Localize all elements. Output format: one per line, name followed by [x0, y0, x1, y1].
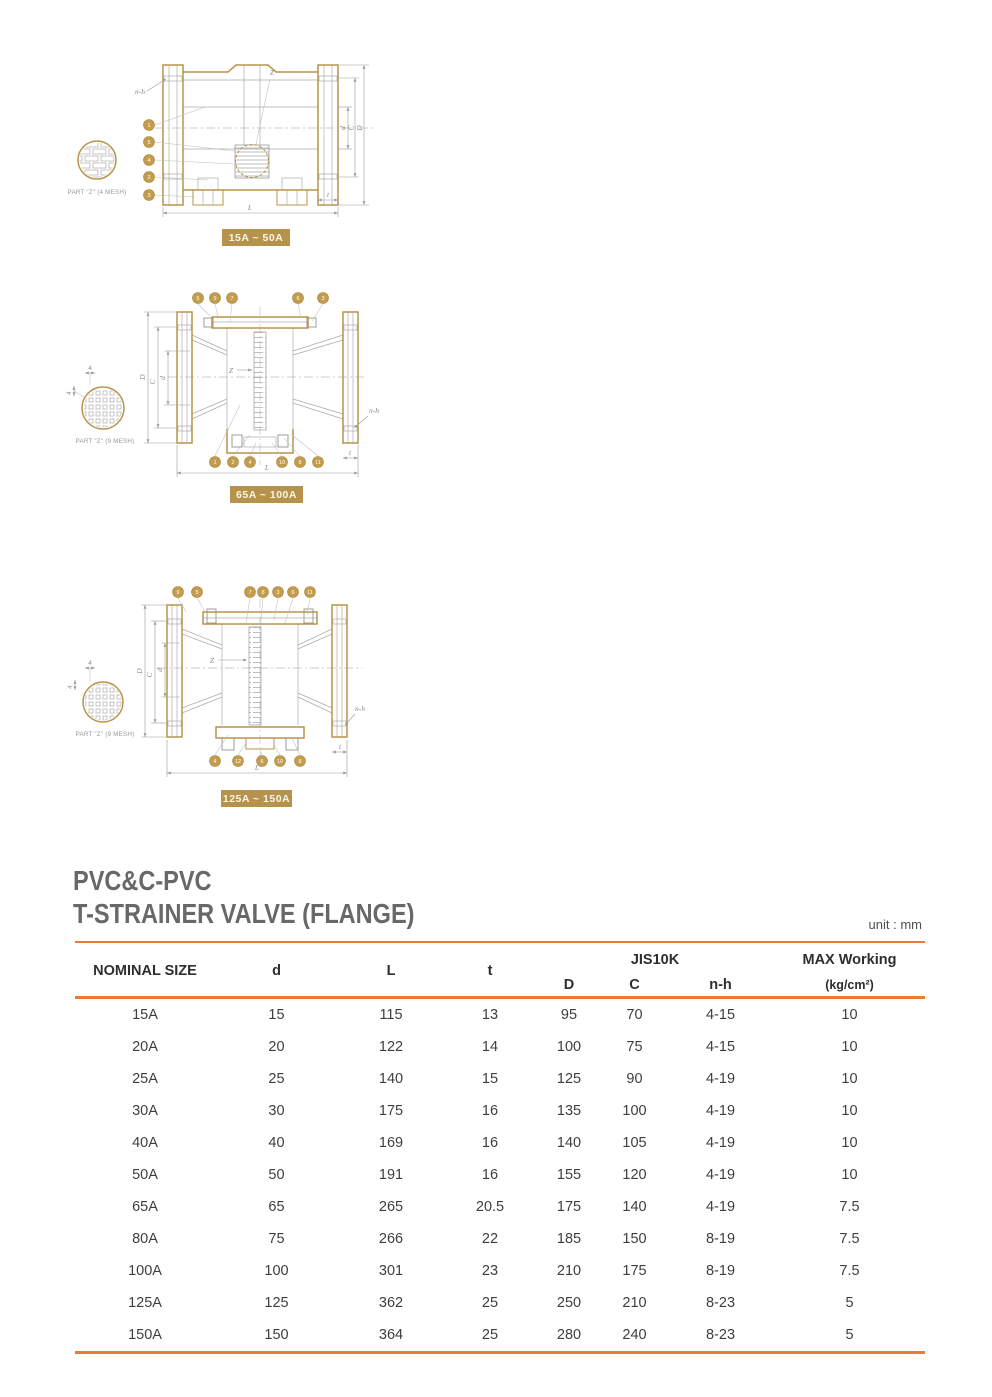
- cell-t: 25: [481, 1295, 499, 1311]
- valve-body: [157, 599, 362, 769]
- cell-C: 105: [622, 1135, 647, 1151]
- cell-nh: 4-19: [705, 1167, 736, 1183]
- part-balloon-number: 1: [213, 459, 217, 466]
- part-balloon-number: 3: [147, 192, 151, 199]
- mesh-dim-top: 4: [88, 365, 92, 372]
- table-row: [75, 1255, 925, 1287]
- part-z-detail-4mesh: [68, 141, 127, 196]
- col-header-D: D: [536, 973, 602, 998]
- cell-t: 20.5: [475, 1199, 505, 1215]
- cell-d: 15: [268, 1007, 285, 1023]
- cell-size: 15A: [132, 1007, 158, 1023]
- dim-label-t: t: [326, 190, 330, 199]
- drain-plug: [277, 190, 307, 205]
- cell-size: 25A: [132, 1071, 158, 1087]
- part-balloon-number: 4: [147, 157, 151, 164]
- part-z-caption: PART "Z" (9 MESH): [75, 731, 135, 738]
- cell-L: 122: [378, 1039, 404, 1055]
- balloon-row-bottom: [210, 735, 306, 767]
- page-title: [73, 864, 414, 930]
- cell-size: 20A: [132, 1039, 158, 1055]
- cell-D: 210: [556, 1263, 582, 1279]
- dim-label-l: L: [264, 463, 270, 472]
- cell-d: 20: [268, 1039, 285, 1055]
- cell-D: 135: [556, 1103, 582, 1119]
- cell-L: 140: [378, 1071, 404, 1087]
- part-balloon-number: 7: [230, 295, 234, 302]
- cell-D: 140: [556, 1135, 582, 1151]
- cell-d: 25: [268, 1071, 285, 1087]
- part-balloon-number: 5: [147, 139, 151, 146]
- table-row: [75, 1287, 925, 1319]
- cell-nh: 4-15: [705, 1039, 736, 1055]
- dim-label-l: L: [254, 763, 260, 772]
- cell-C: 90: [626, 1071, 643, 1087]
- cell-max: 10: [841, 1135, 858, 1151]
- cell-D: 100: [556, 1039, 582, 1055]
- cell-nh: 4-19: [705, 1135, 736, 1151]
- cell-nh: 8-19: [705, 1263, 736, 1279]
- cell-t: 25: [481, 1327, 499, 1343]
- cell-C: 70: [626, 1007, 643, 1023]
- part-balloon-number: 8: [298, 459, 302, 466]
- cell-L: 301: [378, 1263, 404, 1279]
- part-balloon-number: 11: [315, 459, 321, 466]
- cell-nh: 4-15: [705, 1007, 736, 1023]
- part-balloon-number: 4: [213, 758, 217, 765]
- col-header-c: C: [602, 973, 667, 998]
- cell-C: 150: [622, 1231, 647, 1247]
- part-balloon-number: 6: [260, 758, 264, 765]
- part-z-detail-9mesh: [67, 660, 134, 738]
- valve-body: [168, 307, 366, 465]
- cell-max: 10: [841, 1039, 858, 1055]
- cell-max: 5: [845, 1327, 854, 1343]
- size-range-badge-2: 65A ~ 100A: [230, 486, 303, 503]
- dim-label-z: Z: [209, 656, 215, 665]
- dim-label-d: d: [338, 126, 347, 130]
- cell-size: 150A: [128, 1327, 162, 1343]
- cell-t: 14: [481, 1039, 499, 1055]
- cell-L: 191: [378, 1167, 404, 1183]
- part-balloon-number: 4: [248, 459, 252, 466]
- dimension-table: [75, 941, 925, 1354]
- dim-label-D: D: [138, 374, 147, 380]
- cell-d: 40: [268, 1135, 285, 1151]
- cell-t: 16: [481, 1135, 499, 1151]
- part-balloon-number: 7: [248, 589, 252, 596]
- col-group-jis10k: JIS10K: [630, 951, 680, 968]
- cell-t: 13: [481, 1007, 499, 1023]
- part-z-caption: PART "Z" (4 MESH): [67, 189, 127, 196]
- dim-label-c: C: [148, 379, 157, 385]
- cell-t: 16: [481, 1167, 499, 1183]
- cell-size: 50A: [132, 1167, 158, 1183]
- cell-C: 175: [622, 1263, 647, 1279]
- cell-D: 125: [556, 1071, 582, 1087]
- cell-L: 266: [378, 1231, 404, 1247]
- dim-label-d: d: [155, 668, 164, 672]
- cell-size: 65A: [132, 1199, 158, 1215]
- part-balloon-number: 5: [196, 295, 200, 302]
- size-range-badge-1: 15A ~ 50A: [222, 229, 290, 246]
- table-row: [75, 1223, 925, 1255]
- cell-nh: 8-19: [705, 1231, 736, 1247]
- table-row: [75, 1031, 925, 1063]
- cell-size: 80A: [132, 1231, 158, 1247]
- part-balloon-number: 3: [321, 295, 325, 302]
- table-row: [75, 1127, 925, 1159]
- cell-C: 100: [622, 1103, 647, 1119]
- col-header-t: t: [444, 942, 536, 998]
- valve-body: [155, 65, 375, 205]
- mesh-dim-left: 4: [66, 391, 73, 395]
- table-body: [75, 998, 925, 1353]
- cell-d: 50: [268, 1167, 285, 1183]
- cell-d: 125: [264, 1295, 289, 1311]
- table-row: [75, 1095, 925, 1127]
- cell-nh: 4-19: [705, 1071, 736, 1087]
- dim-label-c: C: [145, 672, 154, 678]
- cell-t: 23: [481, 1263, 499, 1279]
- cell-d: 75: [268, 1231, 285, 1247]
- cell-nh: 8-23: [705, 1295, 736, 1311]
- cell-L: 115: [379, 1007, 403, 1023]
- cell-d: 150: [264, 1327, 289, 1343]
- table-row: [75, 1159, 925, 1191]
- dim-label-nh: n-h: [355, 704, 365, 713]
- table-row: [75, 1063, 925, 1095]
- part-balloon-number: 2: [231, 459, 235, 466]
- cell-nh: 4-19: [705, 1199, 736, 1215]
- cell-t: 15: [481, 1071, 499, 1087]
- cell-D: 155: [556, 1167, 582, 1183]
- strainer-screen: [254, 332, 266, 430]
- cell-max: 5: [845, 1295, 854, 1311]
- dim-label-t: t: [338, 742, 342, 751]
- table-row: [75, 998, 925, 1032]
- cell-D: 95: [560, 1007, 578, 1023]
- cell-C: 120: [622, 1167, 647, 1183]
- cell-C: 140: [622, 1199, 647, 1215]
- col-header-max-unit: (kg/cm²): [774, 973, 925, 998]
- drawing-125a-150a: [60, 575, 400, 810]
- cell-nh: 4-19: [705, 1103, 736, 1119]
- page-title-line2: T-STRAINER VALVE (FLANGE): [73, 898, 415, 930]
- cell-L: 364: [378, 1327, 404, 1343]
- part-balloon-number: 8: [298, 758, 302, 765]
- part-balloon-number: 6: [291, 589, 295, 596]
- col-header-nominal-size: NOMINAL SIZE: [75, 942, 215, 998]
- part-balloon-number: 3: [276, 589, 280, 596]
- part-balloon-number: 1: [147, 122, 151, 129]
- dim-label-nh: n-h: [135, 87, 145, 96]
- cell-t: 16: [481, 1103, 499, 1119]
- part-balloon-number: 8: [261, 589, 265, 596]
- cell-max: 10: [841, 1071, 858, 1087]
- cell-L: 169: [378, 1135, 404, 1151]
- cell-nh: 8-23: [705, 1327, 736, 1343]
- cell-max: 10: [841, 1103, 858, 1119]
- cell-size: 125A: [128, 1295, 162, 1311]
- cell-d: 65: [268, 1199, 285, 1215]
- col-header-d: d: [215, 942, 338, 998]
- table-row: [75, 1191, 925, 1223]
- dim-label-l: L: [247, 203, 253, 212]
- col-header-nh: n-h: [667, 973, 774, 998]
- cell-max: 7.5: [839, 1231, 860, 1247]
- dim-label-D: D: [135, 668, 144, 674]
- dim-label-D: D: [355, 125, 364, 131]
- size-range-badge-3: 125A ~ 150A: [221, 790, 292, 807]
- cell-max: 10: [841, 1167, 858, 1183]
- col-header-max-working: MAX Working: [802, 951, 897, 968]
- dim-label-nh: n-h: [369, 406, 379, 415]
- cell-L: 265: [378, 1199, 404, 1215]
- drain-plug: [193, 190, 223, 205]
- mesh-dim-left: 4: [67, 685, 74, 689]
- part-balloon-number: 9: [176, 589, 180, 596]
- drawing-65a-100a: [60, 285, 400, 510]
- cell-D: 185: [556, 1231, 582, 1247]
- cell-d: 30: [268, 1103, 285, 1119]
- cell-max: 10: [841, 1007, 858, 1023]
- strainer-screen: [249, 627, 261, 725]
- dim-label-z: Z: [228, 366, 234, 375]
- cell-size: 30A: [132, 1103, 158, 1119]
- cell-D: 280: [556, 1327, 582, 1343]
- page-title-line1: PVC&C-PVC: [73, 865, 212, 896]
- part-balloon-number: 10: [276, 758, 284, 765]
- part-z-caption: PART "Z" (9 MESH): [75, 438, 135, 445]
- part-balloon-number: 6: [296, 295, 300, 302]
- part-balloon-number: 5: [195, 589, 199, 596]
- cell-C: 240: [622, 1327, 647, 1343]
- cell-max: 7.5: [839, 1199, 860, 1215]
- cell-t: 22: [481, 1231, 499, 1247]
- cell-L: 175: [378, 1103, 404, 1119]
- cell-D: 250: [556, 1295, 582, 1311]
- part-balloon-number: 10: [278, 459, 286, 466]
- dim-label-t: t: [348, 448, 352, 457]
- part-balloon-number: 12: [234, 758, 242, 765]
- cell-L: 362: [378, 1295, 404, 1311]
- part-z-detail-9mesh: [66, 365, 134, 445]
- mesh-dim-top: 4: [88, 660, 92, 667]
- part-balloon-number: 11: [307, 589, 313, 596]
- table-row: [75, 1319, 925, 1353]
- cell-D: 175: [556, 1199, 582, 1215]
- part-balloon-number: 2: [147, 174, 151, 181]
- cell-C: 210: [622, 1295, 647, 1311]
- balloon-column: [144, 107, 235, 201]
- dim-label-d: d: [158, 376, 167, 380]
- unit-note: unit : mm: [868, 917, 922, 932]
- cell-C: 75: [626, 1039, 643, 1055]
- cell-size: 40A: [132, 1135, 158, 1151]
- part-balloon-number: 9: [213, 295, 217, 302]
- dim-label-z: Z: [269, 68, 275, 77]
- drawing-15a-50a: [60, 50, 400, 255]
- col-header-l: L: [338, 942, 444, 998]
- cell-max: 7.5: [839, 1263, 860, 1279]
- dimensions: [135, 65, 369, 217]
- dim-label-c: C: [346, 125, 356, 131]
- cell-d: 100: [264, 1263, 289, 1279]
- cell-size: 100A: [128, 1263, 162, 1279]
